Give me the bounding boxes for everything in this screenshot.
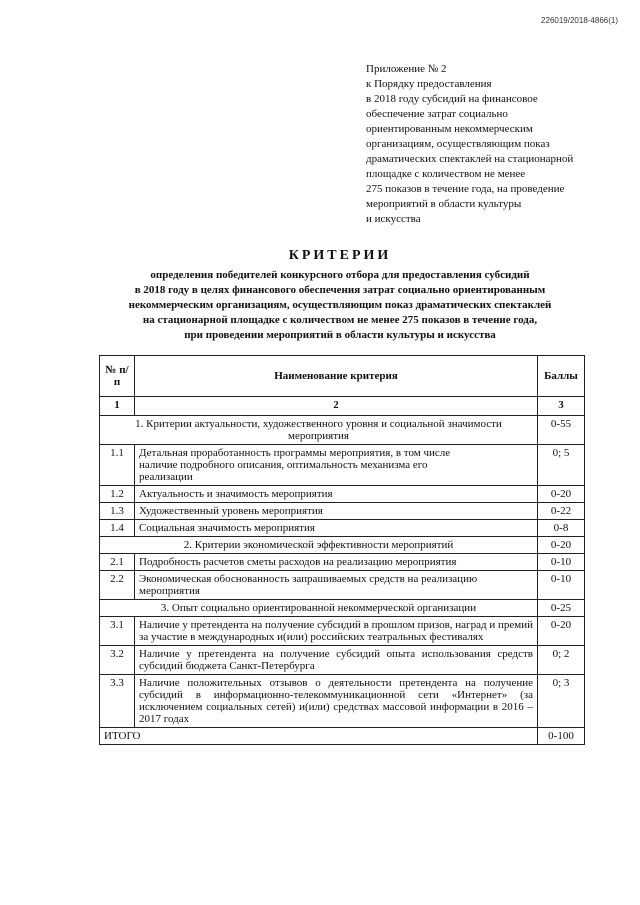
- row-name: Наличие у претендента на получение субсидий опыта использования средств субсидий бюджета Санкт-Петербурга: [135, 646, 538, 675]
- table-row: [100, 646, 585, 675]
- row-num: 3.3: [100, 675, 135, 728]
- subtitle-line: при проведении мероприятий в области культуры и искусства: [184, 329, 496, 341]
- row-num: 1.2: [100, 486, 135, 503]
- appendix-line: организациям, осуществляющим показ: [366, 138, 550, 150]
- appendix-line: в 2018 году субсидий на финансовое: [366, 93, 538, 105]
- section-score: 0-25: [538, 600, 585, 617]
- section-title: 2. Критерии экономической эффективности мероприятий: [100, 537, 538, 554]
- heading-subtitle: [80, 268, 600, 343]
- header-name: Наименование критерия: [135, 356, 538, 397]
- row-score: 0; 5: [538, 445, 585, 486]
- appendix-line: Приложение № 2: [366, 63, 447, 75]
- row-num: 3.1: [100, 617, 135, 646]
- section-row: [100, 600, 585, 617]
- col-number: 1: [100, 397, 135, 416]
- row-score: 0-10: [538, 554, 585, 571]
- column-numbers-row: [100, 397, 585, 416]
- row-name: Наличие у претендента на получение субсидий в прошлом призов, наград и премий за участие в международных и(или) российских театральных фестивалях: [135, 617, 538, 646]
- appendix-block: [366, 62, 626, 227]
- section-score: 0-20: [538, 537, 585, 554]
- subtitle-line: на стационарной площадке с количеством не менее 275 показов в течение года,: [142, 314, 538, 326]
- row-name: Социальная значимость мероприятия: [135, 520, 538, 537]
- appendix-line: и искусства: [366, 213, 421, 225]
- appendix-line: 275 показов в течение года, на проведение: [366, 183, 565, 195]
- row-score: 0-8: [538, 520, 585, 537]
- section-score: 0-55: [538, 416, 585, 445]
- row-num: 2.1: [100, 554, 135, 571]
- appendix-line: драматических спектаклей на стационарной: [366, 153, 574, 165]
- row-name: Наличие положительных отзывов о деятельности претендента на получение субсидий в информационно-телекоммуникационной сети «Интернет» (за исключением социальных сетей) и(или) средствах массовой информации в 2016 – 2017 годах: [135, 675, 538, 728]
- subtitle-line: в 2018 году в целях финансового обеспечения затрат социально ориентированным: [134, 284, 546, 296]
- total-label: ИТОГО: [100, 728, 538, 745]
- row-num: 2.2: [100, 571, 135, 600]
- table-row: [100, 445, 585, 486]
- total-row: [100, 728, 585, 745]
- header-num: № п/п: [100, 356, 135, 397]
- row-score: 0-10: [538, 571, 585, 600]
- table-row: [100, 503, 585, 520]
- section-row: [100, 416, 585, 445]
- section-title: 3. Опыт социально ориентированной некоммерческой организации: [100, 600, 538, 617]
- row-num: 1.3: [100, 503, 135, 520]
- table-row: [100, 617, 585, 646]
- table-row: [100, 554, 585, 571]
- row-score: 0; 3: [538, 675, 585, 728]
- appendix-line: ориентированным некоммерческим: [366, 123, 533, 135]
- row-name: Актуальность и значимость мероприятия: [135, 486, 538, 503]
- document-heading: [80, 248, 600, 343]
- table-row: [100, 486, 585, 503]
- appendix-line: к Порядку предоставления: [366, 78, 492, 90]
- subtitle-line: некоммерческим организациям, осуществляющим показ драматических спектаклей: [128, 299, 552, 311]
- col-number: 2: [135, 397, 538, 416]
- appendix-line: площадке с количеством не менее: [366, 168, 526, 180]
- total-score: 0-100: [538, 728, 585, 745]
- row-name: Подробность расчетов сметы расходов на реализацию мероприятия: [135, 554, 538, 571]
- table-row: [100, 520, 585, 537]
- appendix-line: мероприятий в области культуры: [366, 198, 522, 210]
- table-row: [100, 571, 585, 600]
- row-num: 3.2: [100, 646, 135, 675]
- table-header-row: [100, 356, 585, 397]
- section-row: [100, 537, 585, 554]
- appendix-line: обеспечение затрат социально: [366, 108, 508, 120]
- header-score: Баллы: [538, 356, 585, 397]
- row-score: 0-20: [538, 486, 585, 503]
- heading-title: КРИТЕРИИ: [288, 248, 392, 263]
- row-score: 0-22: [538, 503, 585, 520]
- section-title: 1. Критерии актуальности, художественного уровня и социальной значимости мероприятия: [100, 416, 538, 445]
- row-name: Художественный уровень мероприятия: [135, 503, 538, 520]
- row-num: 1.1: [100, 445, 135, 486]
- row-name: Детальная проработанность программы мероприятия, в том числе наличие подробного описания, оптимальность механизма его реализации: [135, 445, 538, 486]
- row-num: 1.4: [100, 520, 135, 537]
- col-number: 3: [538, 397, 585, 416]
- table-row: [100, 675, 585, 728]
- row-score: 0; 2: [538, 646, 585, 675]
- row-score: 0-20: [538, 617, 585, 646]
- criteria-table: [99, 355, 585, 745]
- row-name: Экономическая обоснованность запрашиваемых средств на реализацию мероприятия: [135, 571, 538, 600]
- subtitle-line: определения победителей конкурсного отбора для предоставления субсидий: [150, 269, 530, 281]
- document-number: 226019/2018-4866(1): [541, 16, 618, 25]
